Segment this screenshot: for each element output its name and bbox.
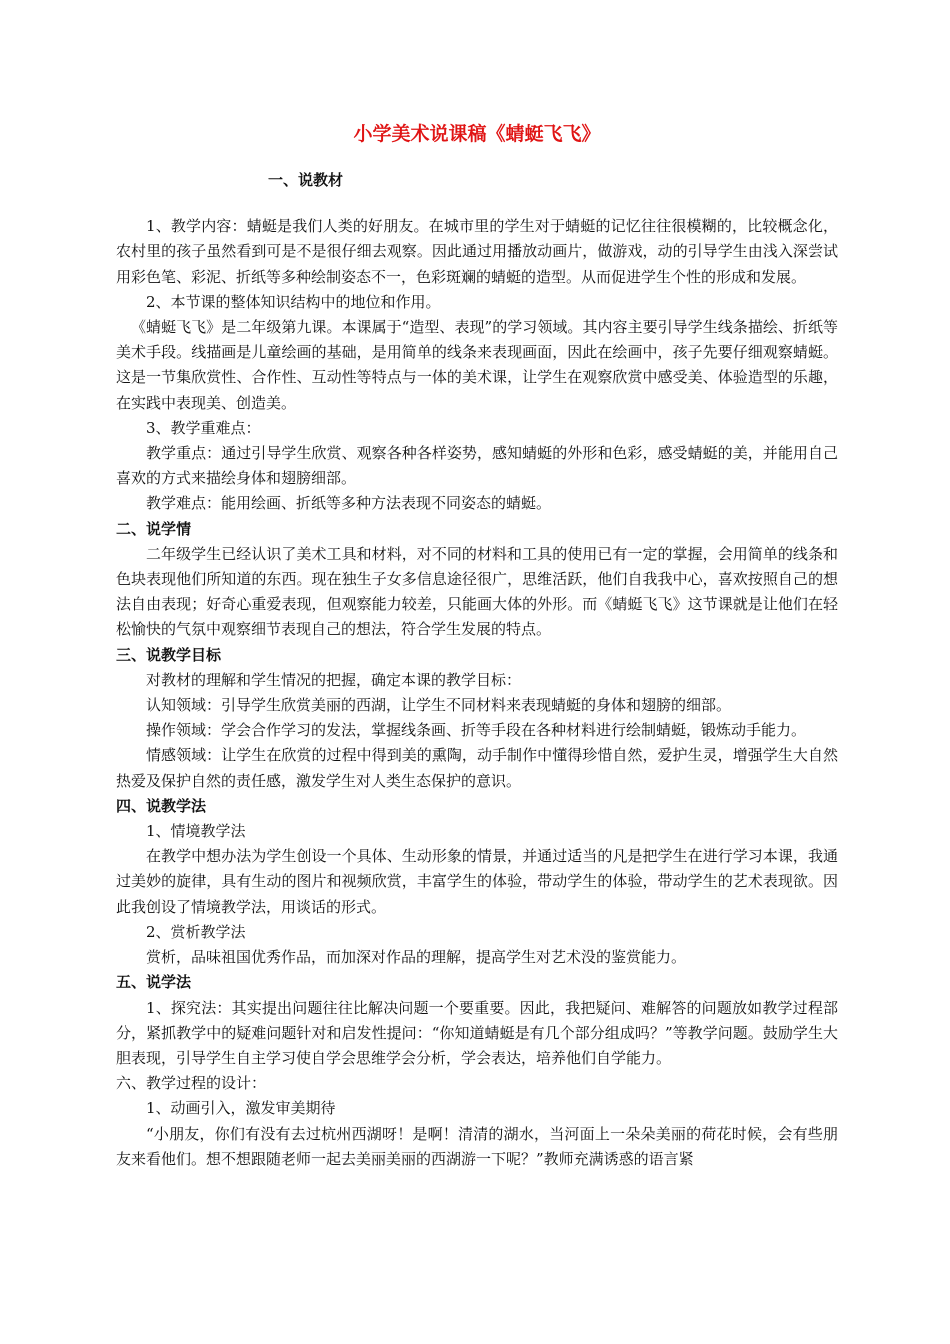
paragraph-method-appreciation-heading: 2、赏析教学法 [146, 922, 246, 941]
paragraph-lesson-position: 《蜻蜓飞飞》是二年级第九课。本课属于“造型、表现”的学习领域。其内容主要引导学生线条描绘、折纸等美术手段。线描画是儿童绘画的基础，是用简单的线条来表现画面，因此在绘画中，孩子先要仔细观察蜻蜓。这是一节集欣赏性、合作性、互动性等特点与一体的美术课，让学生在观察欣赏中感受美、体验造型的乐趣，在实践中表现美、创造美。 [116, 318, 838, 412]
section-heading-goals: 三、说教学目标 [116, 645, 222, 664]
document-body [116, 168, 838, 1172]
paragraph-learning-inquiry: 1、探究法：其实提出问题往往比解决问题一个要重要。因此，我把疑问、难解答的问题放如教学过程部分，紧抓教学中的疑难问题针对和启发性提问：“你知道蜻蜓是有几个部分组成吗？”等教学问题。鼓励学生大胆表现，引导学生自主学习使自学会思维学会分析，学会表达，培养他们自学能力。 [116, 998, 838, 1067]
document-title: 小学美术说课稿《蜻蜓飞飞》 [353, 123, 601, 145]
paragraph-process-heading: 六、教学过程的设计： [116, 1074, 267, 1093]
paragraph-teaching-content: 1、教学内容：蜻蜓是我们人类的好朋友。在城市里的学生对于蜻蜓的记忆往往很模糊的，比较概念化，农村里的孩子虽然看到可是不是很仔细去观察。因此通过用播放动画片，做游戏，动的引导学生由浅入深尝试用彩色笔、彩泥、折纸等多种绘制姿态不一，色彩斑斓的蜻蜓的造型。从而促进学生个性的形成和发展。 [116, 217, 838, 286]
paragraph-goal-operation: 操作领域：学会合作学习的发法，掌握线条画、折等手段在各种材料进行绘制蜻蜓，锻炼动手能力。 [146, 721, 807, 740]
paragraph-key-points-heading: 3、教学重难点： [146, 418, 261, 437]
paragraph-structure-role: 2、本节课的整体知识结构中的地位和作用。 [146, 292, 441, 311]
section-heading-students: 二、说学情 [116, 519, 192, 538]
paragraph-key-point: 教学重点：通过引导学生欣赏、观察各种各样姿势，感知蜻蜓的外形和色彩，感受蜻蜓的美，并能用自己喜欢的方式来描绘身体和翅膀细部。 [116, 444, 838, 488]
paragraph-method-appreciation: 赏析，品味祖国优秀作品，而加深对作品的理解，提高学生对艺术没的鉴赏能力。 [146, 948, 687, 967]
section-heading-methods: 四、说教学法 [116, 796, 207, 815]
paragraph-students: 二年级学生已经认识了美术工具和材料，对不同的材料和工具的使用已有一定的掌握，会用简单的线条和色块表现他们所知道的东西。现在独生子女多信息途径很广，思维活跃，他们自我我中心，喜欢按照自己的想法自由表现；好奇心重爱表现，但观察能力较差，只能画大体的外形。而《蜻蜓飞飞》这节课就是让他们在轻松愉快的气氛中观察细节表现自己的想法，符合学生发展的特点。 [116, 544, 838, 639]
paragraph-goal-emotion: 情感领域：让学生在欣赏的过程中得到美的熏陶，动手制作中懂得珍惜自然，爱护生灵，增强学生大自然热爱及保护自然的责任感，激发学生对人类生态保护的意识。 [116, 746, 838, 790]
paragraph-method-situation-heading: 1、情境教学法 [146, 822, 246, 841]
paragraph-difficult-point: 教学难点：能用绘画、折纸等多种方法表现不同姿态的蜻蜓。 [146, 494, 552, 513]
section-heading-learning: 五、说学法 [116, 973, 192, 992]
paragraph-goals-intro: 对教材的理解和学生情况的把握，确定本课的教学目标： [146, 670, 522, 689]
paragraph-method-situation: 在教学中想办法为学生创设一个具体、生动形象的情景，并通过适当的凡是把学生在进行学习本课，我通过美妙的旋律，具有生动的图片和视频欣赏，丰富学生的体验，带动学生的体验，带动学生的艺术表现欲。因此我创设了情境教学法，用谈话的形式。 [116, 847, 838, 916]
paragraph-process-step1: 1、动画引入，激发审美期待 [146, 1099, 336, 1118]
paragraph-process-dialogue: “小朋友，你们有没有去过杭州西湖呀！是啊！清清的湖水，当河面上一朵朵美丽的荷花时候，会有些朋友来看他们。想不想跟随老师一起去美丽美丽的西湖游一下呢？”教师充满诱惑的语言紧 [116, 1124, 838, 1168]
document-page [116, 120, 838, 1172]
section-heading-textbook: 一、说教材 [268, 171, 344, 189]
paragraph-goal-cognitive: 认知领域：引导学生欣赏美丽的西湖，让学生不同材料来表现蜻蜓的身体和翅膀的细部。 [146, 696, 732, 715]
